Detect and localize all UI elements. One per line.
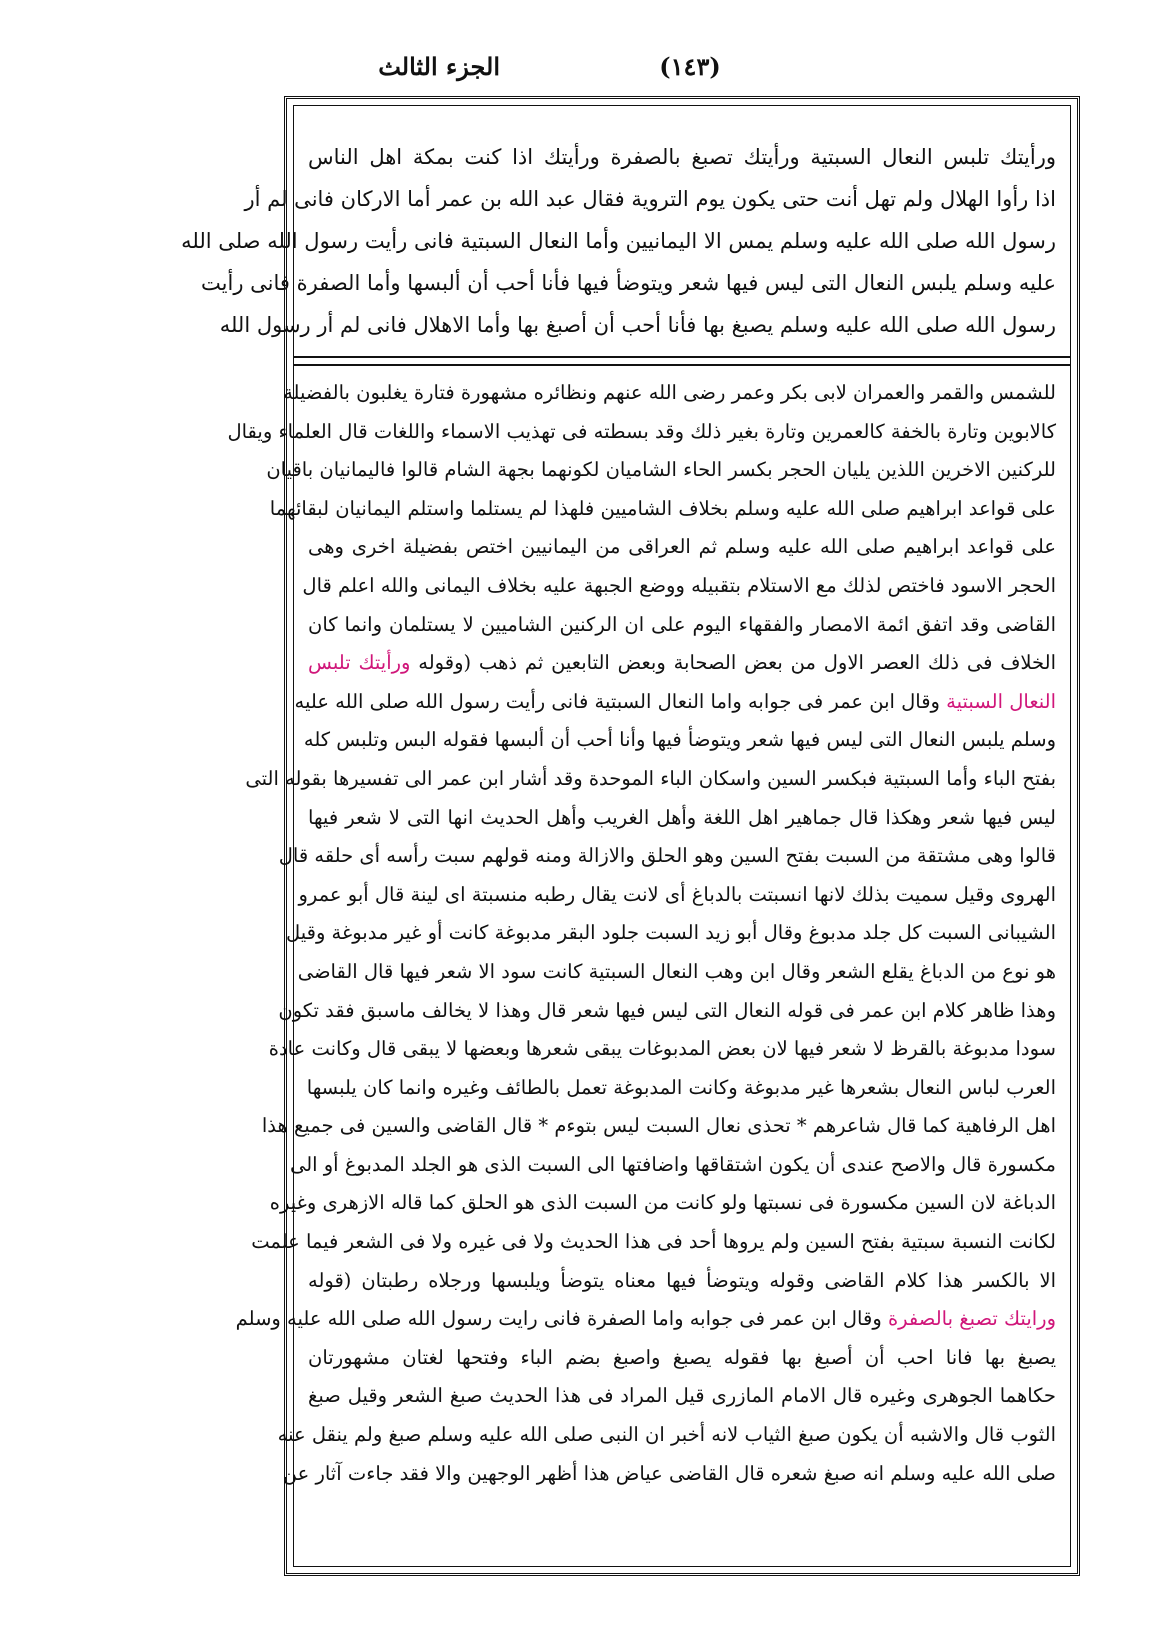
main-text-line: عليه وسلم يلبس النعال التى ليس فيها شعر ويتوضأ فيها فأنا أحب أن ألبسها وأما الصفرة فانى رأيت	[201, 271, 1056, 295]
page-frame	[181, 96, 1080, 1576]
commentary-line: الهروى وقيل سميت بذلك لانها انسبتت بالدباغ أى لانت يقال رطبه منسبتة اى لينة قال أبو عمرو	[298, 882, 1056, 906]
volume-title: الجزء الثالث	[378, 52, 500, 81]
main-text-block	[181, 136, 1056, 348]
commentary-line: القاضى وقد اتفق ائمة الامصار والفقهاء اليوم على ان الركنين الشاميين لا يستلمان وانما كان	[308, 612, 1056, 636]
commentary-line: للركنين الاخرين اللذين يليان الحجر بكسر الحاء الشاميان لكونهما بجهة الشام قالوا فاليمانيان باقيان	[266, 458, 1056, 482]
commentary-line-text: وقال ابن عمر فى جوابه واما النعال السبتية فانى رأيت رسول الله صلى الله عليه	[294, 689, 940, 713]
commentary-line: ليس فيها شعر وهكذا قال جماهير اهل اللغة وأهل الغريب وأهل الحديث انها التى لا شعر فيها	[308, 805, 1056, 829]
commentary-line: الدباغة لان السين مكسورة فى نسبتها ولو كانت من السبت الذى هو الحلق كما قاله الازهرى وغيره	[269, 1191, 1056, 1215]
commentary-line-text: وقال ابن عمر فى جوابه واما الصفرة فانى رايت رسول الله صلى الله عليه وسلم	[235, 1307, 882, 1331]
commentary-line: الثوب قال والاشبه أن يكون صبغ الثياب لانه أخبر ان النبى صلى الله عليه وسلم صبغ ولم ينقل عنه	[277, 1423, 1056, 1447]
main-text-line: ورأيتك تلبس النعال السبتية ورأيتك تصبغ بالصفرة ورأيتك اذا كنت بمكة اهل الناس	[308, 145, 1056, 169]
commentary-line: على قواعد ابراهيم صلى الله عليه وسلم ثم العراقى من اليمانيين اختص بفضيلة اخرى وهى	[308, 535, 1056, 559]
commentary-line: هو نوع من الدباغ يقلع الشعر وقال ابن وهب النعال السبتية كانت سود الا شعر فيها قال القاضى	[297, 959, 1056, 983]
commentary-line: سودا مدبوغة بالقرظ لا شعر فيها لان بعض المدبوغات يبقى شعرها وبعضها لا يبقى قال وكانت عادة	[268, 1037, 1056, 1061]
commentary-line: وهذا ظاهر كلام ابن عمر فى قوله النعال التى ليس فيها شعر قال وهذا لا يخالف ماسبق فقد تكون	[278, 998, 1056, 1022]
highlighted-lemma: ورأيتك تلبس	[308, 651, 411, 675]
highlighted-lemma: ورايتك تصبغ بالصفرة	[887, 1307, 1056, 1331]
commentary-line: الحجر الاسود فاختص لذلك مع الاستلام بتقبيله ووضع الجبهة عليه بخلاف اليمانى والله اعلم قال	[302, 573, 1056, 597]
commentary-line	[235, 1300, 1056, 1339]
main-text-line: رسول الله صلى الله عليه وسلم يصبغ بها فأنا أحب أن أصبغ بها وأما الاهلال فانى لم أر رسول الله	[219, 313, 1056, 337]
commentary-line: مكسورة قال والاصح عندى أن يكون اشتقاقها واضافتها الى السبت الذى هو الجلد المدبوغ أو الى	[289, 1152, 1056, 1176]
commentary-block	[227, 374, 1057, 1558]
commentary-line-text: الخلاف فى ذلك العصر الاول من بعض الصحابة وبعض التابعين ثم ذهب (وقوله	[418, 651, 1057, 675]
commentary-line: على قواعد ابراهيم صلى الله عليه وسلم بخلاف الشاميين فلهذا لم يستلما واستلم اليمانيان لبقائهما	[269, 496, 1056, 520]
commentary-line: العرب لباس النعال بشعرها غير مدبوغة وكانت المدبوغة تعمل بالطائف وغيره وانما كان يلبسها	[306, 1075, 1056, 1099]
commentary-line: اهل الرفاهية كما قال شاعرهم * تحذى نعال السبت ليس بتوءم * قال القاضى والسين فى جميع هذا	[261, 1114, 1056, 1138]
main-text-line: اذا رأوا الهلال ولم تهل أنت حتى يكون يوم التروية فقال عبد الله بن عمر أما الاركان فانى لم أر	[244, 187, 1056, 211]
commentary-line: الا بالكسر هذا كلام القاضى وقوله ويتوضأ فيها معناه يتوضأ ويلبسها ورجلاه رطبتان (قوله	[308, 1268, 1056, 1292]
commentary-line: للشمس والقمر والعمران لابى بكر وعمر رضى الله عنهم ونظائره مشهورة فتارة يغلبون بالفضيلة	[283, 381, 1056, 404]
page-number: (١٤٣)	[659, 52, 721, 81]
page-inner-border	[181, 105, 1071, 1567]
running-head	[300, 52, 1100, 92]
commentary-line: صلى الله عليه وسلم انه صبغ شعره قال القاضى عياض هذا أظهر الوجهين والا فقد جاءت آثار عن	[282, 1461, 1056, 1485]
commentary-line: بفتح الباء وأما السبتية فبكسر السين واسكان الباء الموحدة وقد أشار ابن عمر الى تفسيرها بقوله التى	[245, 766, 1056, 790]
commentary-line: كالابوين وتارة بالخفة كالعمرين وتارة بغير ذلك وقد بسطته فى تهذيب الاسماء واللغات قال العلماء ويقال	[227, 419, 1056, 443]
commentary-line: وسلم يلبس النعال التى ليس فيها شعر ويتوضأ فيها وأنا أحب أن ألبسها فقوله البس وتلبس كله	[303, 728, 1056, 752]
main-text-line: رسول الله صلى الله عليه وسلم يمس الا اليمانيين وأما النعال السبتية فانى رأيت رسول الله صلى الله	[181, 229, 1056, 253]
commentary-line: الشيبانى السبت كل جلد مدبوغ وقال أبو زيد السبت جلود البقر مدبوغة كانت أو غير مدبوغة وقيل	[285, 921, 1056, 945]
commentary-line: يصبغ بها فانا احب أن أصبغ بها فقوله يصبغ واصبغ بضم الباء وفتحها لغتان مشهورتان	[308, 1345, 1056, 1369]
commentary-line: قالوا وهى مشتقة من السبت بفتح السين وهو الحلق والازالة ومنه قولهم سبت رأسه أى حلقه قال	[278, 844, 1056, 868]
commentary-line	[294, 683, 1056, 722]
commentary-line: حكاهما الجوهرى وغيره قال الامام المازرى قيل المراد فى هذا الحديث صبغ الشعر وقيل صبغ	[308, 1384, 1056, 1408]
commentary-line	[308, 644, 1056, 683]
section-divider	[294, 356, 1070, 366]
highlighted-lemma: النعال السبتية	[946, 689, 1056, 713]
commentary-line: لكانت النسبة سبتية بفتح السين ولم يروها أحد فى هذا الحديث ولا فى غيره ولا فى الشعر فيما علمت	[251, 1230, 1056, 1254]
